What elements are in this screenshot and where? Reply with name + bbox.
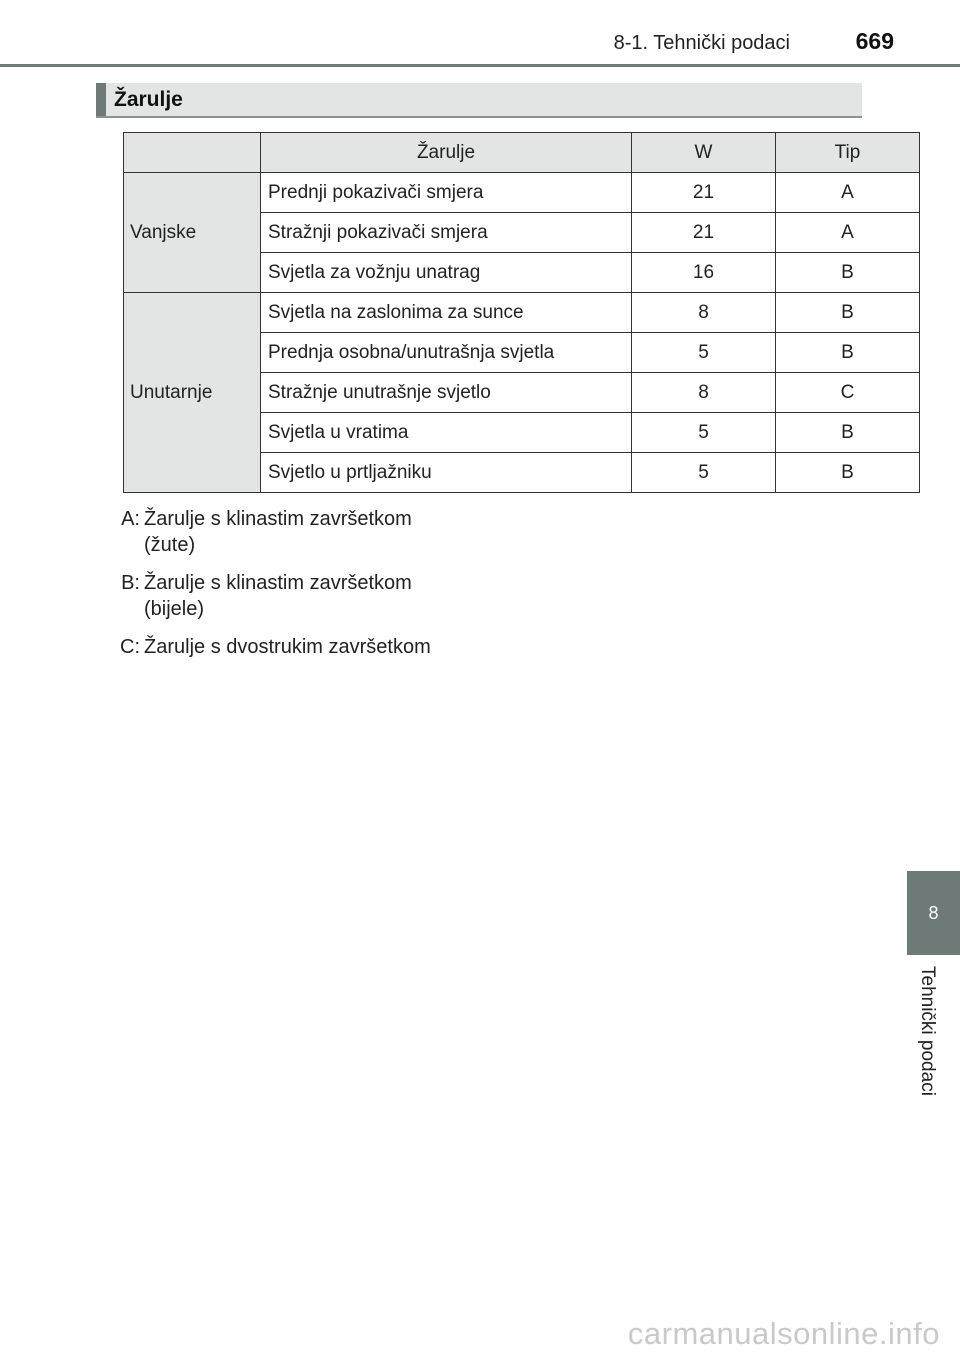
header-section-title: 8-1. Tehnički podaci xyxy=(613,32,790,54)
legend-item xyxy=(100,506,500,558)
page-number: 669 xyxy=(855,28,894,54)
bulb-name: Stražnji pokazivači smjera xyxy=(261,213,632,253)
bulb-watts: 5 xyxy=(632,333,776,373)
header-divider xyxy=(0,64,960,67)
bulb-name: Svjetla u vratima xyxy=(261,413,632,453)
bulb-name: Svjetla na zaslonima za sunce xyxy=(261,293,632,333)
table-row xyxy=(124,173,920,213)
header-cell-type: Tip xyxy=(776,133,920,173)
header-cell-bulbs: Žarulje xyxy=(261,133,632,173)
chapter-tab[interactable] xyxy=(907,871,960,955)
section-title: Žarulje xyxy=(114,88,183,111)
bulb-name: Prednji pokazivači smjera xyxy=(261,173,632,213)
bulb-watts: 21 xyxy=(632,213,776,253)
page-header xyxy=(0,0,960,70)
legend-key: A: xyxy=(121,508,140,530)
legend-note: (žute) xyxy=(144,534,196,556)
legend-description: Žarulje s klinastim završetkom xyxy=(144,508,412,530)
legend-key: B: xyxy=(121,572,140,594)
bulb-type: A xyxy=(776,173,920,213)
group-label-exterior: Vanjske xyxy=(124,173,261,293)
bulb-name: Prednja osobna/unutrašnja svjetla xyxy=(261,333,632,373)
legend-text xyxy=(144,634,500,660)
bulb-type: B xyxy=(776,453,920,493)
legend-item xyxy=(100,634,500,660)
header-cell-group xyxy=(124,133,261,173)
legend-description: Žarulje s klinastim završetkom xyxy=(144,572,412,594)
bulb-watts: 5 xyxy=(632,453,776,493)
bulb-watts: 5 xyxy=(632,413,776,453)
bulb-type: B xyxy=(776,253,920,293)
bulb-watts: 16 xyxy=(632,253,776,293)
chapter-number: 8 xyxy=(928,902,939,923)
section-heading xyxy=(96,83,862,118)
legend-description: Žarulje s dvostrukim završetkom xyxy=(144,636,431,658)
bulb-type-legend xyxy=(100,506,500,672)
bulb-table xyxy=(123,132,920,493)
bulb-name: Stražnje unutrašnje svjetlo xyxy=(261,373,632,413)
bulb-watts: 8 xyxy=(632,293,776,333)
group-label-interior: Unutarnje xyxy=(124,293,261,493)
table-header-row xyxy=(124,133,920,173)
bulb-type: B xyxy=(776,293,920,333)
header-cell-watts: W xyxy=(632,133,776,173)
legend-item xyxy=(100,570,500,622)
chapter-side-label xyxy=(914,966,940,1116)
bulb-type: C xyxy=(776,373,920,413)
bulb-type: B xyxy=(776,333,920,373)
bulb-watts: 8 xyxy=(632,373,776,413)
legend-text xyxy=(144,506,500,558)
watermark: carmanualsonline.info xyxy=(627,1316,940,1351)
bulb-watts: 21 xyxy=(632,173,776,213)
legend-note: (bijele) xyxy=(144,598,205,620)
table-row xyxy=(124,293,920,333)
bulb-type: B xyxy=(776,413,920,453)
bulb-name: Svjetlo u prtljažniku xyxy=(261,453,632,493)
bulb-name: Svjetla za vožnju unatrag xyxy=(261,253,632,293)
legend-key: C: xyxy=(120,636,140,658)
heading-accent-bar xyxy=(96,83,106,116)
chapter-title: Tehnički podaci xyxy=(917,966,938,1096)
bulb-type: A xyxy=(776,213,920,253)
legend-text xyxy=(144,570,500,622)
